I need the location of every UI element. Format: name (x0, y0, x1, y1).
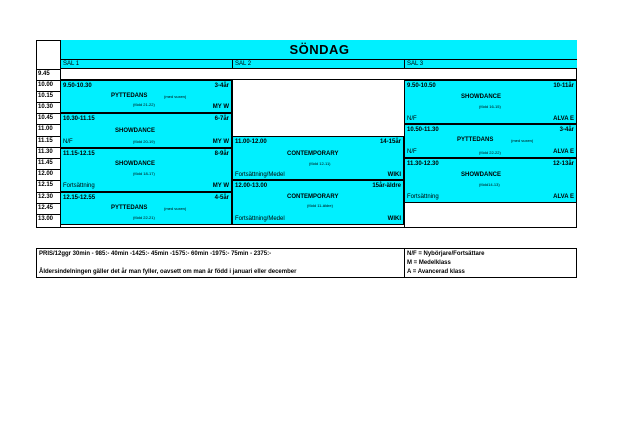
class-name: CONTEMPORARY (287, 151, 339, 157)
class-age: 12-13år (552, 161, 574, 167)
class-born: (född 11-äldre) (307, 203, 333, 208)
class-teacher: ALVA E (553, 116, 574, 122)
class-born: (född 21-22) (133, 102, 155, 107)
sal2-empty (232, 80, 404, 136)
class-born: (född 22-22) (479, 150, 501, 155)
time-row-line (36, 203, 60, 204)
class-teacher: ALVA E (553, 149, 574, 155)
legend-item: A = Avancerad klass (407, 269, 465, 275)
legend-item: M = Medelklass (407, 260, 451, 266)
class-age: 6-7år (214, 116, 229, 122)
time-row-line (36, 147, 60, 148)
price-list: PRIS/12ggr 30min - 985:- 40min -1425:- 45min -1575:- 60min -1975:- 75min - 2375:- (39, 251, 272, 257)
class-name: CONTEMPORARY (287, 194, 339, 200)
class-time: 10.50-11.30 (407, 127, 439, 133)
class-born: (född 20-19) (133, 139, 155, 144)
class-name: PYTTEDANS (457, 137, 494, 143)
class-level: Fortsättning/Medel (235, 216, 285, 222)
time-label: 11.15 (38, 138, 53, 144)
info-box (36, 248, 577, 278)
class-block-sal2-1 (232, 136, 404, 180)
class-name: SHOWDANCE (461, 94, 501, 100)
class-name: SHOWDANCE (115, 161, 155, 167)
time-label: 11.30 (38, 149, 53, 155)
class-name: SHOWDANCE (115, 128, 155, 134)
time-row-line (36, 169, 60, 170)
room-header-sal1 (60, 60, 232, 69)
class-level: Fortsättning (63, 183, 95, 189)
time-row-line (36, 158, 60, 159)
class-block-sal1-1 (60, 80, 232, 113)
room-label: SAL 3 (407, 61, 424, 67)
class-block-sal1-2 (60, 113, 232, 148)
time-row-line (36, 192, 60, 193)
class-block-sal3-2 (404, 124, 577, 158)
time-label: 12.00 (38, 171, 54, 177)
time-row-line (36, 69, 60, 70)
time-label: 12.45 (38, 205, 54, 211)
time-label: 13.00 (38, 216, 54, 222)
legend-item: N/F = Nybörjare/Fortsättare (407, 251, 485, 257)
class-time: 9.50-10.50 (407, 83, 436, 89)
time-label: 12.15 (38, 182, 54, 188)
class-name-note: (med vuxen) (511, 138, 534, 143)
class-block-sal3-1 (404, 80, 577, 124)
class-age: 3-4år (559, 127, 574, 133)
room-header-sal2 (232, 60, 404, 69)
class-time: 11.00-12.00 (235, 139, 267, 145)
class-level: Fortsättning/Medel (235, 172, 285, 178)
class-born: (född 18-17) (133, 171, 155, 176)
time-row-line (36, 136, 60, 137)
class-teacher: MY W (212, 183, 229, 189)
class-born: (född 12-11) (309, 161, 331, 166)
class-name: PYTTEDANS (111, 205, 148, 211)
time-row-line (36, 124, 60, 125)
class-block-sal1-4 (60, 192, 232, 225)
day-header (60, 40, 577, 60)
time-label: 11.45 (38, 160, 53, 166)
class-block-sal3-3 (404, 158, 577, 203)
age-note: Åldersindelningen gäller det år man fyller, oavsett om man är född i januari eller december (39, 269, 297, 275)
class-teacher: WIKI (387, 216, 401, 222)
room-label: SAL 1 (63, 61, 80, 67)
class-time: 11.15-12.15 (63, 151, 95, 157)
class-block-sal2-2 (232, 180, 404, 225)
class-teacher: MY W (212, 104, 229, 110)
class-time: 9.50-10.30 (63, 83, 92, 89)
class-level: N/F (63, 139, 73, 145)
class-born: (född 16-15) (479, 104, 501, 109)
class-age: 4-5år (214, 195, 229, 201)
day-title: SÖNDAG (289, 42, 350, 57)
time-label: 10.00 (38, 82, 54, 88)
time-label: 10.15 (38, 93, 54, 99)
class-age: 8-9år (214, 151, 229, 157)
class-teacher: MY W (212, 139, 229, 145)
room-label: SAL 2 (235, 61, 252, 67)
time-row-line (36, 214, 60, 215)
class-level: Fortsättning (407, 194, 439, 200)
time-label: 11.00 (38, 126, 53, 132)
class-teacher: WIKI (387, 172, 401, 178)
class-age: 15år-äldre (372, 183, 401, 189)
class-age: 10-11år (553, 83, 574, 89)
class-time: 11.30-12.30 (407, 161, 439, 167)
time-row-line (36, 102, 60, 103)
time-label: 12.30 (38, 194, 54, 200)
class-level: N/F (407, 149, 417, 155)
class-time: 12.15-12.55 (63, 195, 96, 201)
time-row-line (36, 180, 60, 181)
class-teacher: ALVA E (553, 194, 574, 200)
time-row-line (36, 113, 60, 114)
room-header-sal3 (404, 60, 577, 69)
time-label: 9.45 (38, 71, 50, 77)
class-name: PYTTEDANS (111, 93, 148, 99)
class-name-note: (med vuxen) (164, 94, 187, 99)
class-name-note: (med vuxen) (164, 206, 187, 211)
class-age: 14-15år (379, 139, 401, 145)
class-block-sal1-3 (60, 148, 232, 192)
time-label: 10.45 (38, 115, 54, 121)
class-born: (född14-13) (479, 182, 500, 187)
sal3-empty (404, 203, 577, 228)
info-divider (404, 249, 405, 277)
time-row-line (36, 80, 60, 81)
time-label: 10.30 (38, 104, 54, 110)
class-age: 3-4år (214, 83, 229, 89)
class-time: 10.30-11.15 (63, 116, 95, 122)
class-born: (född 22-21) (133, 215, 155, 220)
class-time: 12.00-13.00 (235, 183, 268, 189)
class-name: SHOWDANCE (461, 172, 501, 178)
empty-row (60, 69, 577, 80)
class-level: N/F (407, 116, 417, 122)
time-row-line (36, 91, 60, 92)
